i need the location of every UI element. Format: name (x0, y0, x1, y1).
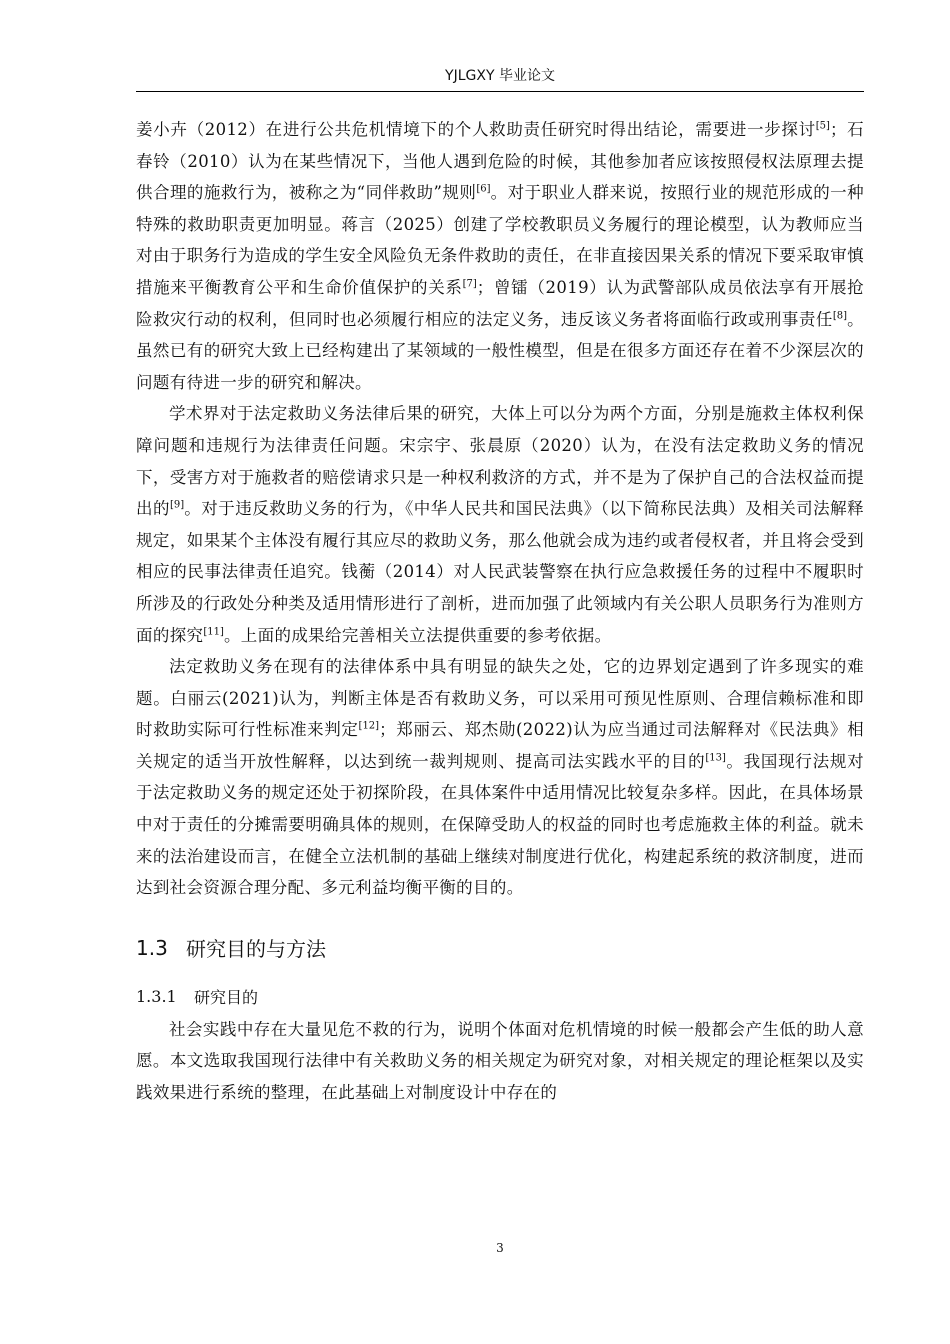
page-header: YJLGXY 毕业论文 (445, 68, 555, 84)
subsection-number: 1.3.1 (136, 987, 177, 1007)
paragraph-text: 。对于职业人群来说，按照行业的规范形成的一种特殊的救助职责更加明显。蒋言（2025）创建了学校教职员义务履行的理论模型，认为教师应当对由于职务行为造成的学生安全风险负无条件救助的责任，在非直接因果关系的情况下要采取审慎措施来平衡教育公平和生命价值保护的关系 (136, 183, 864, 297)
paragraph-text: ；郑丽云、郑杰勋(2022)认为应当通过司法解释对《民法典》相关规定的适当开放性解释，以达到统一裁判规则、提高司法实践水平的目的 (136, 720, 864, 771)
body-paragraph (136, 398, 864, 651)
citation-marker: [7] (462, 278, 477, 290)
body-paragraph (136, 114, 864, 398)
citation-marker: [12] (358, 720, 380, 732)
subsection-title: 研究目的 (194, 988, 259, 1008)
page-number: 3 (496, 1241, 504, 1255)
section-title: 研究目的与方法 (186, 937, 326, 962)
section-heading (136, 928, 864, 968)
citation-marker: [6] (476, 183, 491, 195)
body-paragraph: 社会实践中存在大量见危不救的行为，说明个体面对危机情境的时候一般都会产生低的助人意愿。本文选取我国现行法律中有关救助义务的相关规定为研究对象，对相关规定的理论框架以及实践效果进行系统的整理，在此基础上对制度设计中存在的 (136, 1019, 864, 1103)
paragraph-text: 学术界对于法定救助义务法律后果的研究，大体上可以分为两个方面，分别是施救主体权利保障问题和违规行为法律责任问题。宋宗宇、张晨原（2020）认为，在没有法定救助义务的情况下，受害方对于施救者的赔偿请求只是一种权利救济的方式，并不是为了保护自己的合法权益而提出的 (136, 404, 864, 519)
subsection-heading (136, 980, 864, 1014)
body-paragraph (136, 651, 864, 904)
citation-marker: [9] (169, 499, 185, 511)
paragraph-text: 姜小卉（2012）在进行公共危机情境下的个人救助责任研究时得出结论，需要进一步探讨 (136, 120, 816, 139)
paragraph-text: 。对于违反救助义务的行为，《中华人民共和国民法典》（以下简称民法典）及相关司法解释规定，如果某个主体没有履行其应尽的救助义务，那么他就会成为违约或者侵权者，并且将会受到相应的民事法律责任追究。钱蘅（2014）对人民武装警察在执行应急救援任务的过程中不履职时所涉及的行政处分种类及适用情形进行了剖析，进而加强了此领域内有关公职人员职务行为准则方面的探究 (136, 499, 864, 645)
citation-marker: [5] (815, 120, 830, 132)
paragraph-text: 。虽然已有的研究大致上已经构建出了某领域的一般性模型，但是在很多方面还存在着不少深层次的问题有待进一步的研究和解决。 (136, 309, 864, 392)
paragraph-text: 。上面的成果给完善相关立法提供重要的参考依据。 (223, 625, 612, 645)
section-number: 1.3 (136, 935, 168, 960)
paragraph-text: 法定救助义务在现有的法律体系中具有明显的缺失之处，它的边界划定遇到了许多现实的难题。白丽云(2021)认为，判断主体是否有救助义务，可以采用可预见性原则、合理信赖标准和即时救助实际可行性标准来判定 (136, 657, 864, 740)
paragraph-text: 。我国现行法规对于法定救助义务的规定还处于初探阶段，在具体案件中适用情况比较复杂多样。因此，在具体场景中对于责任的分摊需要明确具体的规则，在保障受助人的权益的同时也考虑施救主体的利益。就未来的法治建设而言，在健全立法机制的基础上继续对制度进行优化，构建起系统的救济制度，进而达到社会资源合理分配、多元利益均衡平衡的目的。 (136, 751, 864, 898)
citation-marker: [8] (832, 310, 847, 322)
citation-marker: [11] (203, 626, 224, 637)
header-rule (136, 91, 864, 92)
paragraph-text: ；石春铃（2010）认为在某些情况下，当他人遇到危险的时候，其他参加者应该按照侵权法原理去提供合理的施救行为，被称之为“同伴救助”规则 (136, 120, 864, 203)
citation-marker: [13] (705, 752, 726, 764)
paragraph-text: ；曾镭（2019）认为武警部队成员依法享有开展抢险救灾行动的权利，但同时也必须履行相应的法定义务，违反该义务者将面临行政或刑事责任 (136, 277, 864, 329)
document-body (136, 114, 864, 1109)
